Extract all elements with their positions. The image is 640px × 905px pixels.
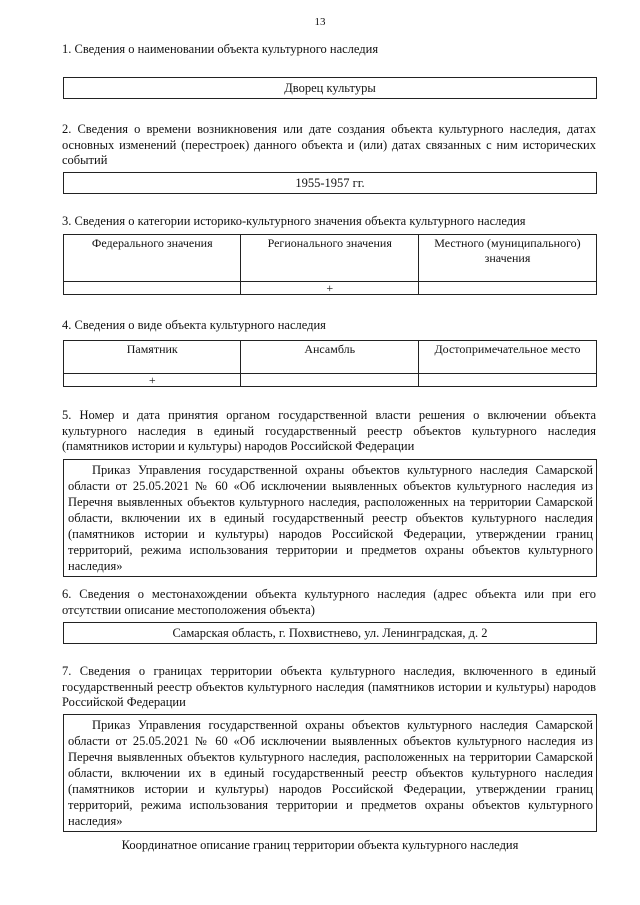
section-4-heading: 4. Сведения о виде объекта культурного наследия bbox=[62, 318, 326, 332]
registry-decision-value: Приказ Управления государственной охраны объектов культурного наследия Самарской области от 25.05.2021 № 60 «Об исключении выявленных объектов культурного наследия из Перечня выявленных объектов культурного наследия, расположенных на территории Самарской области, включении их в единый государственный реестр объектов культурного наследия (памятников истории и культуры) народов Российской Федерации, утверждении границ территорий, режима использования территории и предметов охраны объектов культурного наследия» bbox=[68, 463, 593, 573]
type-monument-header: Памятник bbox=[64, 341, 241, 374]
boundaries-decision-value: Приказ Управления государственной охраны объектов культурного наследия Самарской области от 25.05.2021 № 60 «Об исключении выявленных объектов культурного наследия из Перечня выявленных объектов культурного наследия, расположенных на территории Самарской области, включении их в единый государственный реестр объектов культурного наследия (памятников истории и культуры) народов Российской Федерации, утверждении границ территорий, режима использования территории и предметов охраны объектов культурного наследия» bbox=[68, 718, 593, 828]
type-marks-row bbox=[64, 374, 597, 387]
type-landmark-header: Достопримечательное место bbox=[418, 341, 596, 374]
category-header-row bbox=[64, 235, 597, 282]
type-monument-mark: + bbox=[64, 374, 241, 387]
section-2-value-box bbox=[63, 172, 597, 194]
type-ensemble-mark bbox=[241, 374, 418, 387]
type-ensemble-header: Ансамбль bbox=[241, 341, 418, 374]
section-6-heading: 6. Сведения о местонахождении объекта культурного наследия (адрес объекта или при его отсутствии описание местоположения объекта) bbox=[62, 587, 596, 617]
type-landmark-mark bbox=[418, 374, 596, 387]
section-3-heading: 3. Сведения о категории историко-культурного значения объекта культурного наследия bbox=[62, 214, 526, 228]
section-5-value-box bbox=[63, 459, 597, 577]
category-federal-header: Федерального значения bbox=[64, 235, 241, 282]
section-5-heading: 5. Номер и дата принятия органом государственной власти решения о включении объекта культурного наследия в единый государственный реестр объектов культурного наследия (памятников истории и культуры) народов Российской Федерации bbox=[62, 408, 596, 453]
type-header-row bbox=[64, 341, 597, 374]
section-7-heading: 7. Сведения о границах территории объекта культурного наследия, включенного в единый государственный реестр объектов культурного наследия (памятников истории и культуры) народов Российской Федерации bbox=[62, 664, 596, 709]
category-local-mark bbox=[418, 282, 596, 295]
category-table bbox=[63, 234, 597, 295]
address-value: Самарская область, г. Похвистнево, ул. Ленинградская, д. 2 bbox=[172, 626, 488, 640]
category-local-header: Местного (муниципального) значения bbox=[418, 235, 596, 282]
coordinates-caption: Координатное описание границ территории объекта культурного наследия bbox=[121, 838, 519, 852]
section-1-heading: 1. Сведения о наименовании объекта культурного наследия bbox=[62, 42, 379, 56]
category-regional-header: Регионального значения bbox=[241, 235, 418, 282]
section-6-value-box bbox=[63, 622, 597, 644]
type-table bbox=[63, 340, 597, 387]
section-1-value-box bbox=[63, 77, 597, 99]
category-regional-mark: + bbox=[241, 282, 418, 295]
object-name-value: Дворец культуры bbox=[284, 81, 376, 95]
category-federal-mark bbox=[64, 282, 241, 295]
section-7-value-box bbox=[63, 714, 597, 832]
page-number: 13 bbox=[314, 16, 326, 28]
category-marks-row bbox=[64, 282, 597, 295]
section-2-heading: 2. Сведения о времени возникновения или дате создания объекта культурного наследия, датах основных изменений (перестроек) данного объекта и (или) датах связанных с ним исторических событий bbox=[62, 122, 596, 167]
creation-date-value: 1955-1957 гг. bbox=[295, 176, 365, 190]
